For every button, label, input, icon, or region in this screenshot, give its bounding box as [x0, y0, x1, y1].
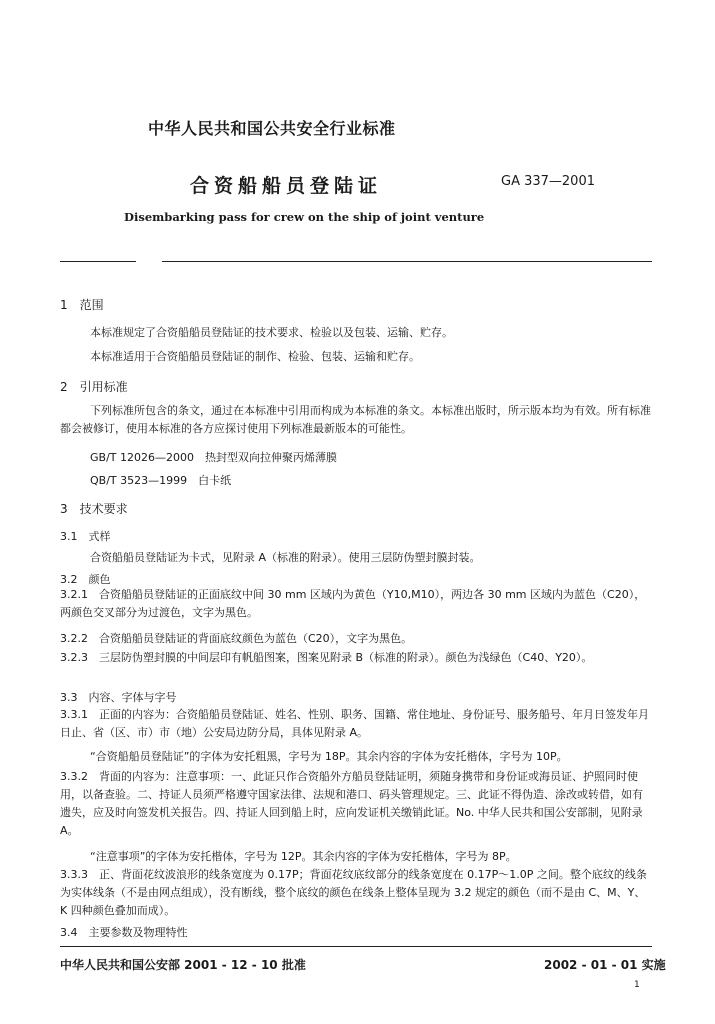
clause-3-3-2-font-note: “注意事项”的字体为安托楷体，字号为 12P。其余内容的字体为安托楷体，字号为 8P。: [90, 850, 517, 863]
section-1-paragraph-2: 本标准适用于合资船船员登陆证的制作、检验、包装、运输和贮存。: [90, 350, 420, 363]
clause-3-1-heading: 3.1 式样: [60, 530, 111, 543]
section-1-paragraph-1: 本标准规定了合资船船员登陆证的技术要求、检验以及包装、运输、贮存。: [90, 326, 453, 339]
implementation-date: 2002 - 01 - 01 实施: [544, 958, 666, 972]
document-title: 合资船船员登陆证: [190, 175, 383, 197]
clause-3-3-3-text: 3.3.3 正、背面花纹波浪形的线条宽度为 0.17P；背面花纹底纹部分的线条宽度在 0.17P～1.0P 之间。整个底纹的线条为实体线条（不是由网点组成），没有断线，整个底纹的颜色在线条上整体呈现为 3.2 规定的颜色（而不是由 C、M、Y、K 四种颜色叠加而成）。: [60, 868, 647, 917]
clause-3-3-1-font-note: “合资船船员登陆证”的字体为安托粗黑，字号为 18P。其余内容的字体为安托楷体，字号为 10P。: [90, 750, 568, 763]
section-1-heading: 1 范围: [60, 298, 104, 312]
ministry-header: 中华人民共和国公共安全行业标准: [148, 119, 396, 138]
header-divider-gap: [136, 258, 162, 264]
approval-date: 中华人民共和国公安部 2001 - 12 - 10 批准: [60, 958, 306, 972]
clause-3-4-heading: 3.4 主要参数及物理特性: [60, 926, 188, 939]
footer-divider: [60, 946, 652, 947]
clause-3-2-1-text: 3.2.1 合资船船员登陆证的正面底纹中间 30 mm 区域内为黄色（Y10,M10），两边各 30 mm 区域内为蓝色（C20），两颜色交叉部分为过渡色，文字为黑色。: [60, 588, 646, 619]
section-3-heading: 3 技术要求: [60, 502, 128, 516]
clause-3-1-text: 合资船船员登陆证为卡式，见附录 A（标准的附录）。使用三层防伪塑封膜封装。: [90, 551, 481, 564]
clause-3-2-3-text: 3.2.3 三层防伪塑封膜的中间层印有帆船图案，图案见附录 B（标准的附录）。颜色为浅绿色（C40、Y20）。: [60, 651, 593, 664]
clause-3-3-heading: 3.3 内容、字体与字号: [60, 691, 177, 704]
clause-3-3-2-text: 3.3.2 背面的内容为：注意事项：一、此证只作合资船外方船员登陆证明，须随身携带和身份证或海员证、护照同时使用，以备查验。二、持证人员须严格遵守国家法律、法规和港口、码头管理规定。三、此证不得伪造、涂改或转借，如有遗失，应及时向签发机关报告。四、持证人回到船上时，应向发证机关缴销此证。No. 中华人民共和国公安部制，见附录 A。: [60, 770, 643, 837]
clause-3-3-1-text: 3.3.1 正面的内容为：合资船船员登陆证、姓名、性别、职务、国籍、常住地址、身份证号、服务船号、年月日签发年月日止、省（区、市）市（地）公安局边防分局，具体见附录 A。: [60, 708, 649, 739]
clause-3-2-2-text: 3.2.2 合资船船员登陆证的背面底纹颜色为蓝色（C20），文字为黑色。: [60, 632, 413, 645]
english-title: Disembarking pass for crew on the ship of joint venture: [124, 210, 485, 224]
page-number: 1: [634, 980, 640, 990]
section-2-heading: 2 引用标准: [60, 380, 128, 394]
reference-1: GB/T 12026—2000 热封型双向拉伸聚丙烯薄膜: [90, 451, 337, 464]
section-2-paragraph: 下列标准所包含的条文，通过在本标准中引用而构成为本标准的条文。本标准出版时，所示版本均为有效。所有标准都会被修订，使用本标准的各方应探讨使用下列标准最新版本的可能性。: [60, 404, 651, 435]
standard-code: GA 337—2001: [501, 174, 595, 189]
reference-2: QB/T 3523—1999 白卡纸: [90, 474, 232, 487]
clause-3-2-heading: 3.2 颜色: [60, 573, 111, 586]
